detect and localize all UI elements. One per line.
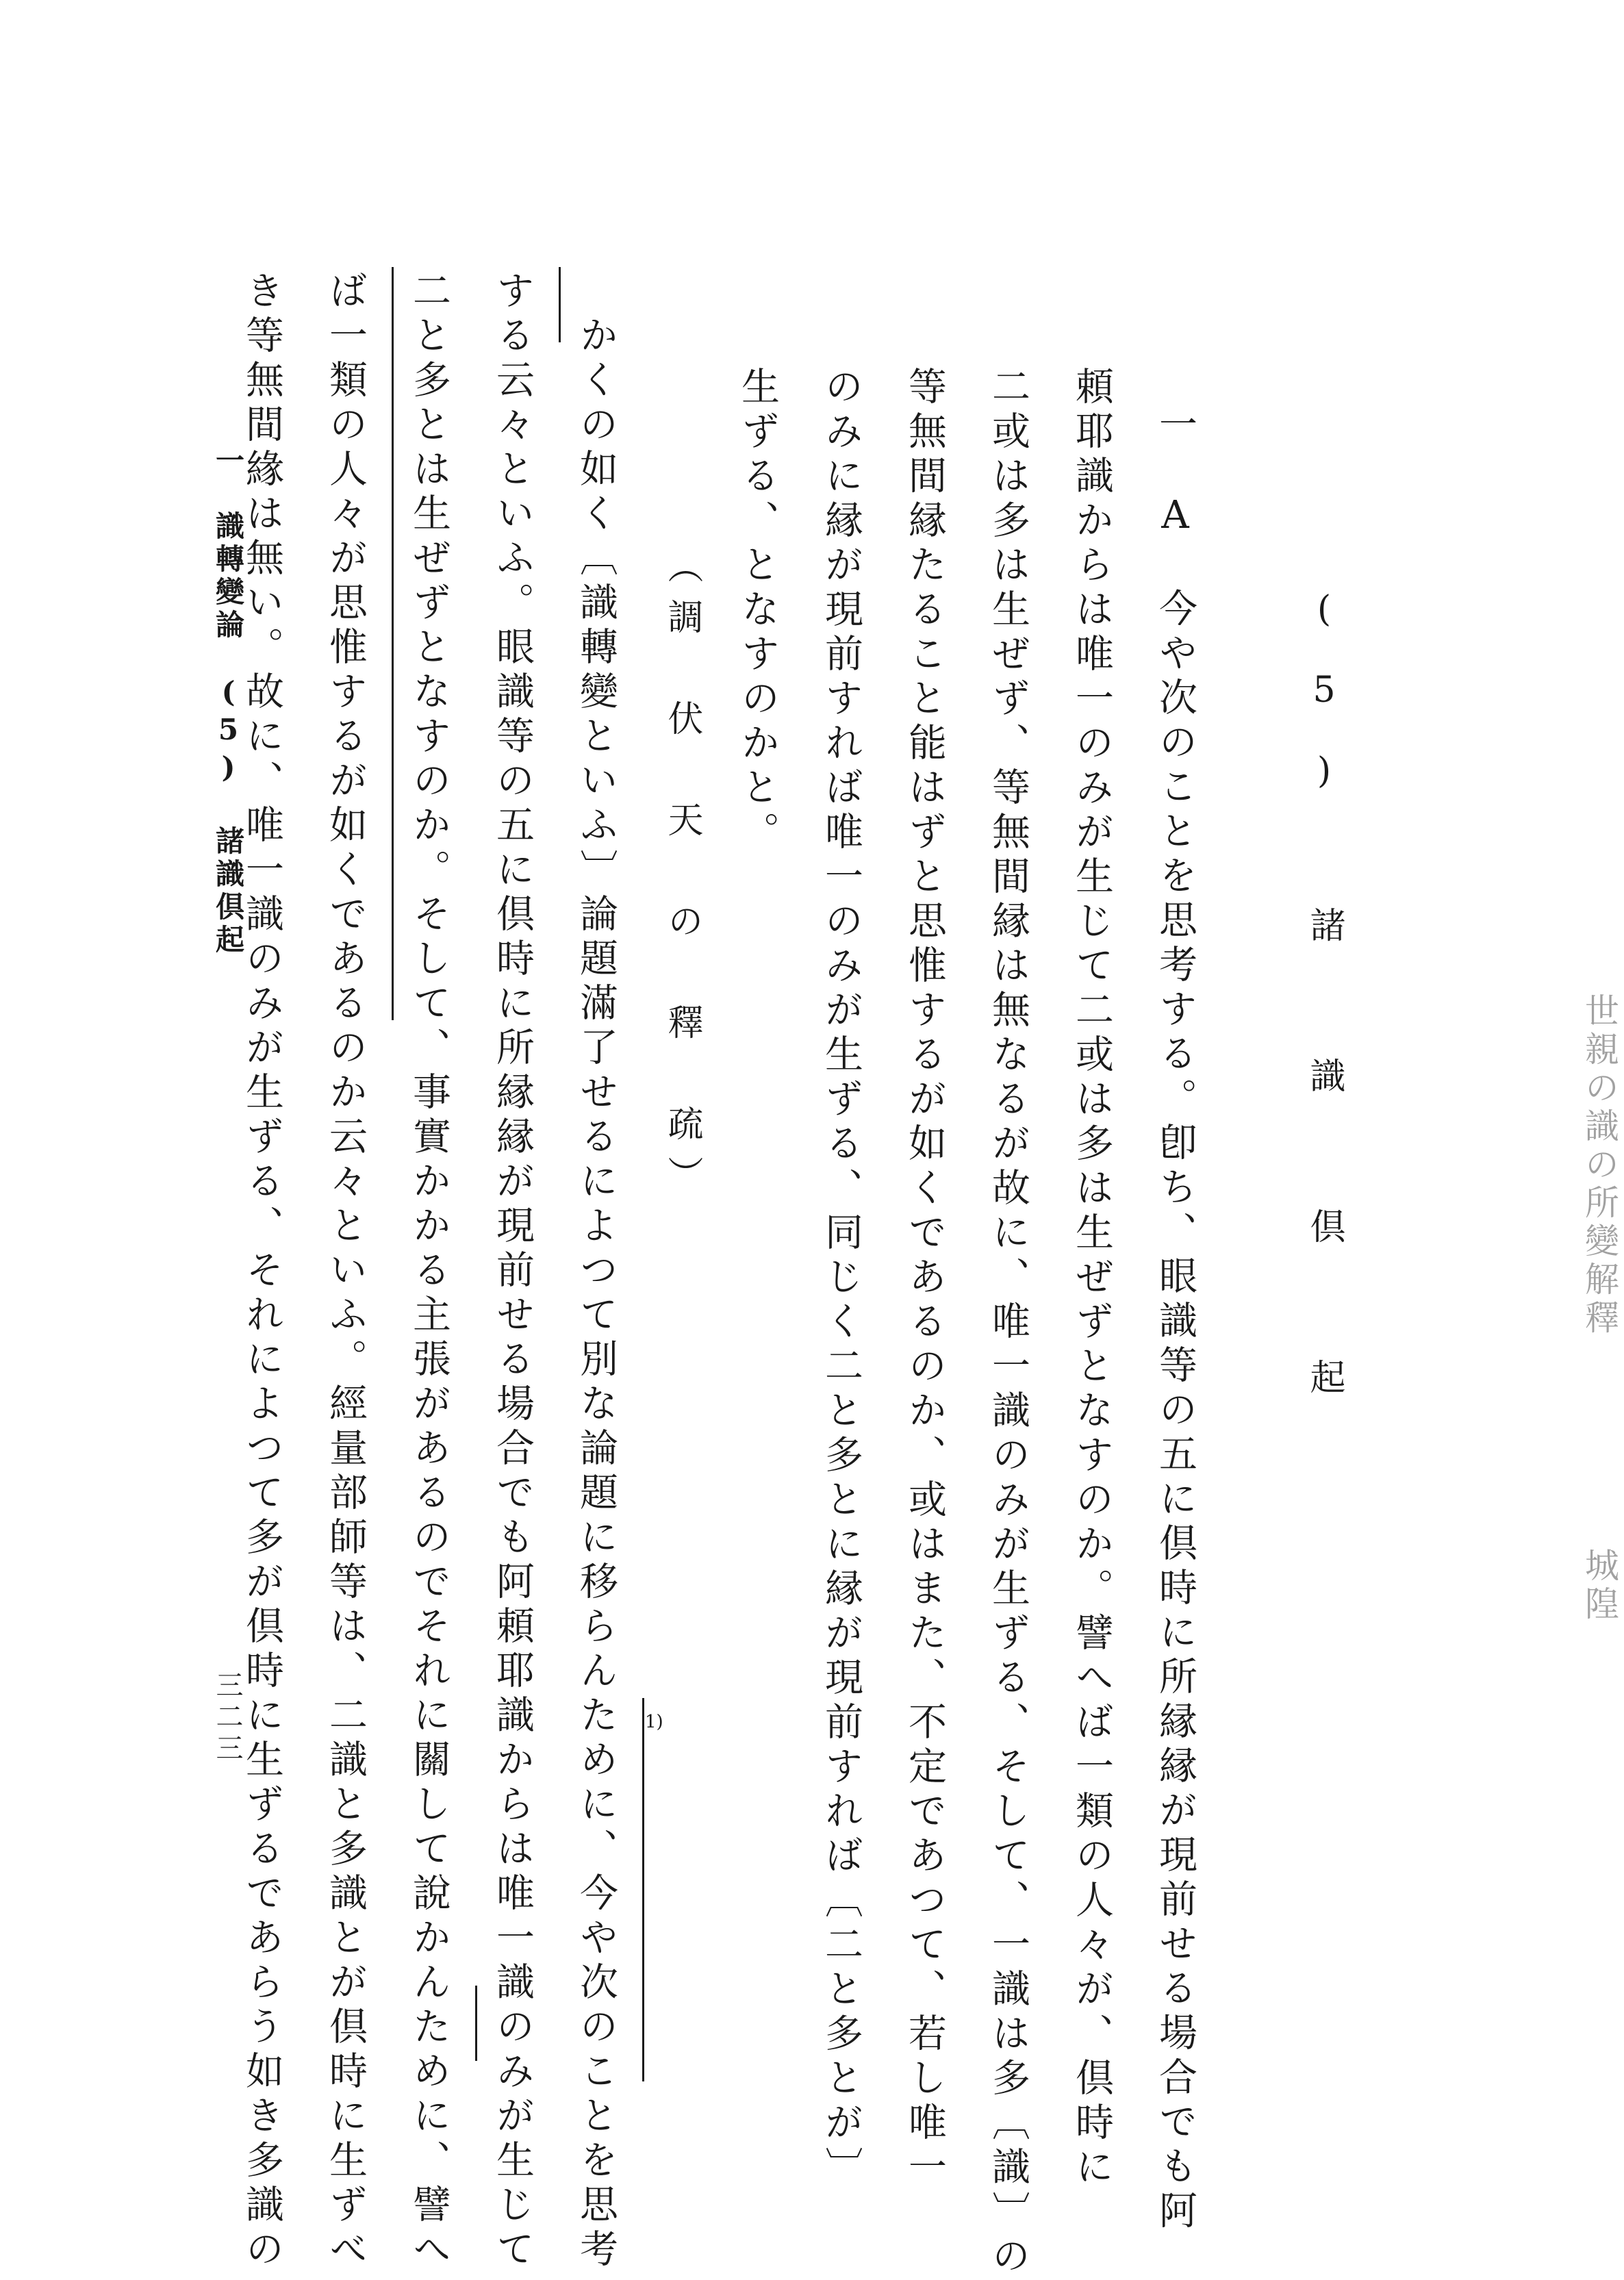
section-heading: (5) 諸 識 倶 起 — [1304, 589, 1345, 1434]
emphasis-rule — [475, 1986, 477, 2061]
footnote-marker: 1) — [645, 1712, 663, 1732]
emphasis-rule — [642, 1698, 644, 2081]
emphasis-rule — [559, 267, 561, 342]
commentary-heading: （調 伏 天 の 釋 疏） — [661, 548, 702, 1206]
section-a-line-5: のみに縁が現前すれば唯一のみが生ずる、同じく二と多とに縁が現前すれば〔二と多とが〕 — [819, 366, 863, 2191]
commentary-line-5: き等無間緣は無い。故に、唯一識のみが生ずる、それによつて多が倶時に生ずるであらう如き多識の — [240, 270, 284, 2273]
emphasis-rule — [392, 267, 394, 1020]
page-number: 三二三 — [212, 1671, 243, 1765]
commentary-line-4: ば一類の人々が思惟するが如くであるのか云々といふ。經量部師等は、二識と多識とが倶時に生ずべ — [323, 270, 368, 2273]
bleed-through-text-2: 城隍 — [1579, 1547, 1619, 1624]
section-a-line-1: 一 A 今や次のことを思考する。卽ち、眼識等の五に倶時に所縁縁が現前せる場合でも阿 — [1153, 404, 1197, 2235]
bleed-through-text: 世親の識の所變解釋 — [1579, 993, 1619, 1338]
commentary-line-3: 二と多とは生ぜずとなすのか。そして、事實かかる主張があるのでそれに關して說かんために、譬へ — [407, 270, 451, 2273]
section-a-line-6: 生ずる、となすのかと。 — [735, 366, 780, 856]
commentary-line-1: かくの如く〔識轉變といふ〕論題滿了せるによつて別な論題に移らんために、今や次のことを思考 — [574, 315, 618, 2273]
section-a-line-2: 頼耶識からは唯一のみが生じて二或は多は生ぜずとなすのか。譬へば一類の人々が、倶時に — [1069, 366, 1114, 2191]
commentary-line-2: する云々といふ。眼識等の五に倶時に所縁縁が現前せる場合でも阿頼耶識からは唯一識のみが生じて — [490, 270, 535, 2273]
section-a-line-3: 二或は多は生ぜず、等無間縁は無なるが故に、唯一識のみが生ずる、そして、一識は多〔識〕の — [986, 366, 1030, 2280]
running-head: 一 識轉變論 (5) 諸識倶起 — [212, 445, 245, 957]
section-a-line-4: 等無間縁たること能はずと思惟するが如くであるのか、或はまた、不定であつて、若し唯一 — [902, 366, 947, 2191]
